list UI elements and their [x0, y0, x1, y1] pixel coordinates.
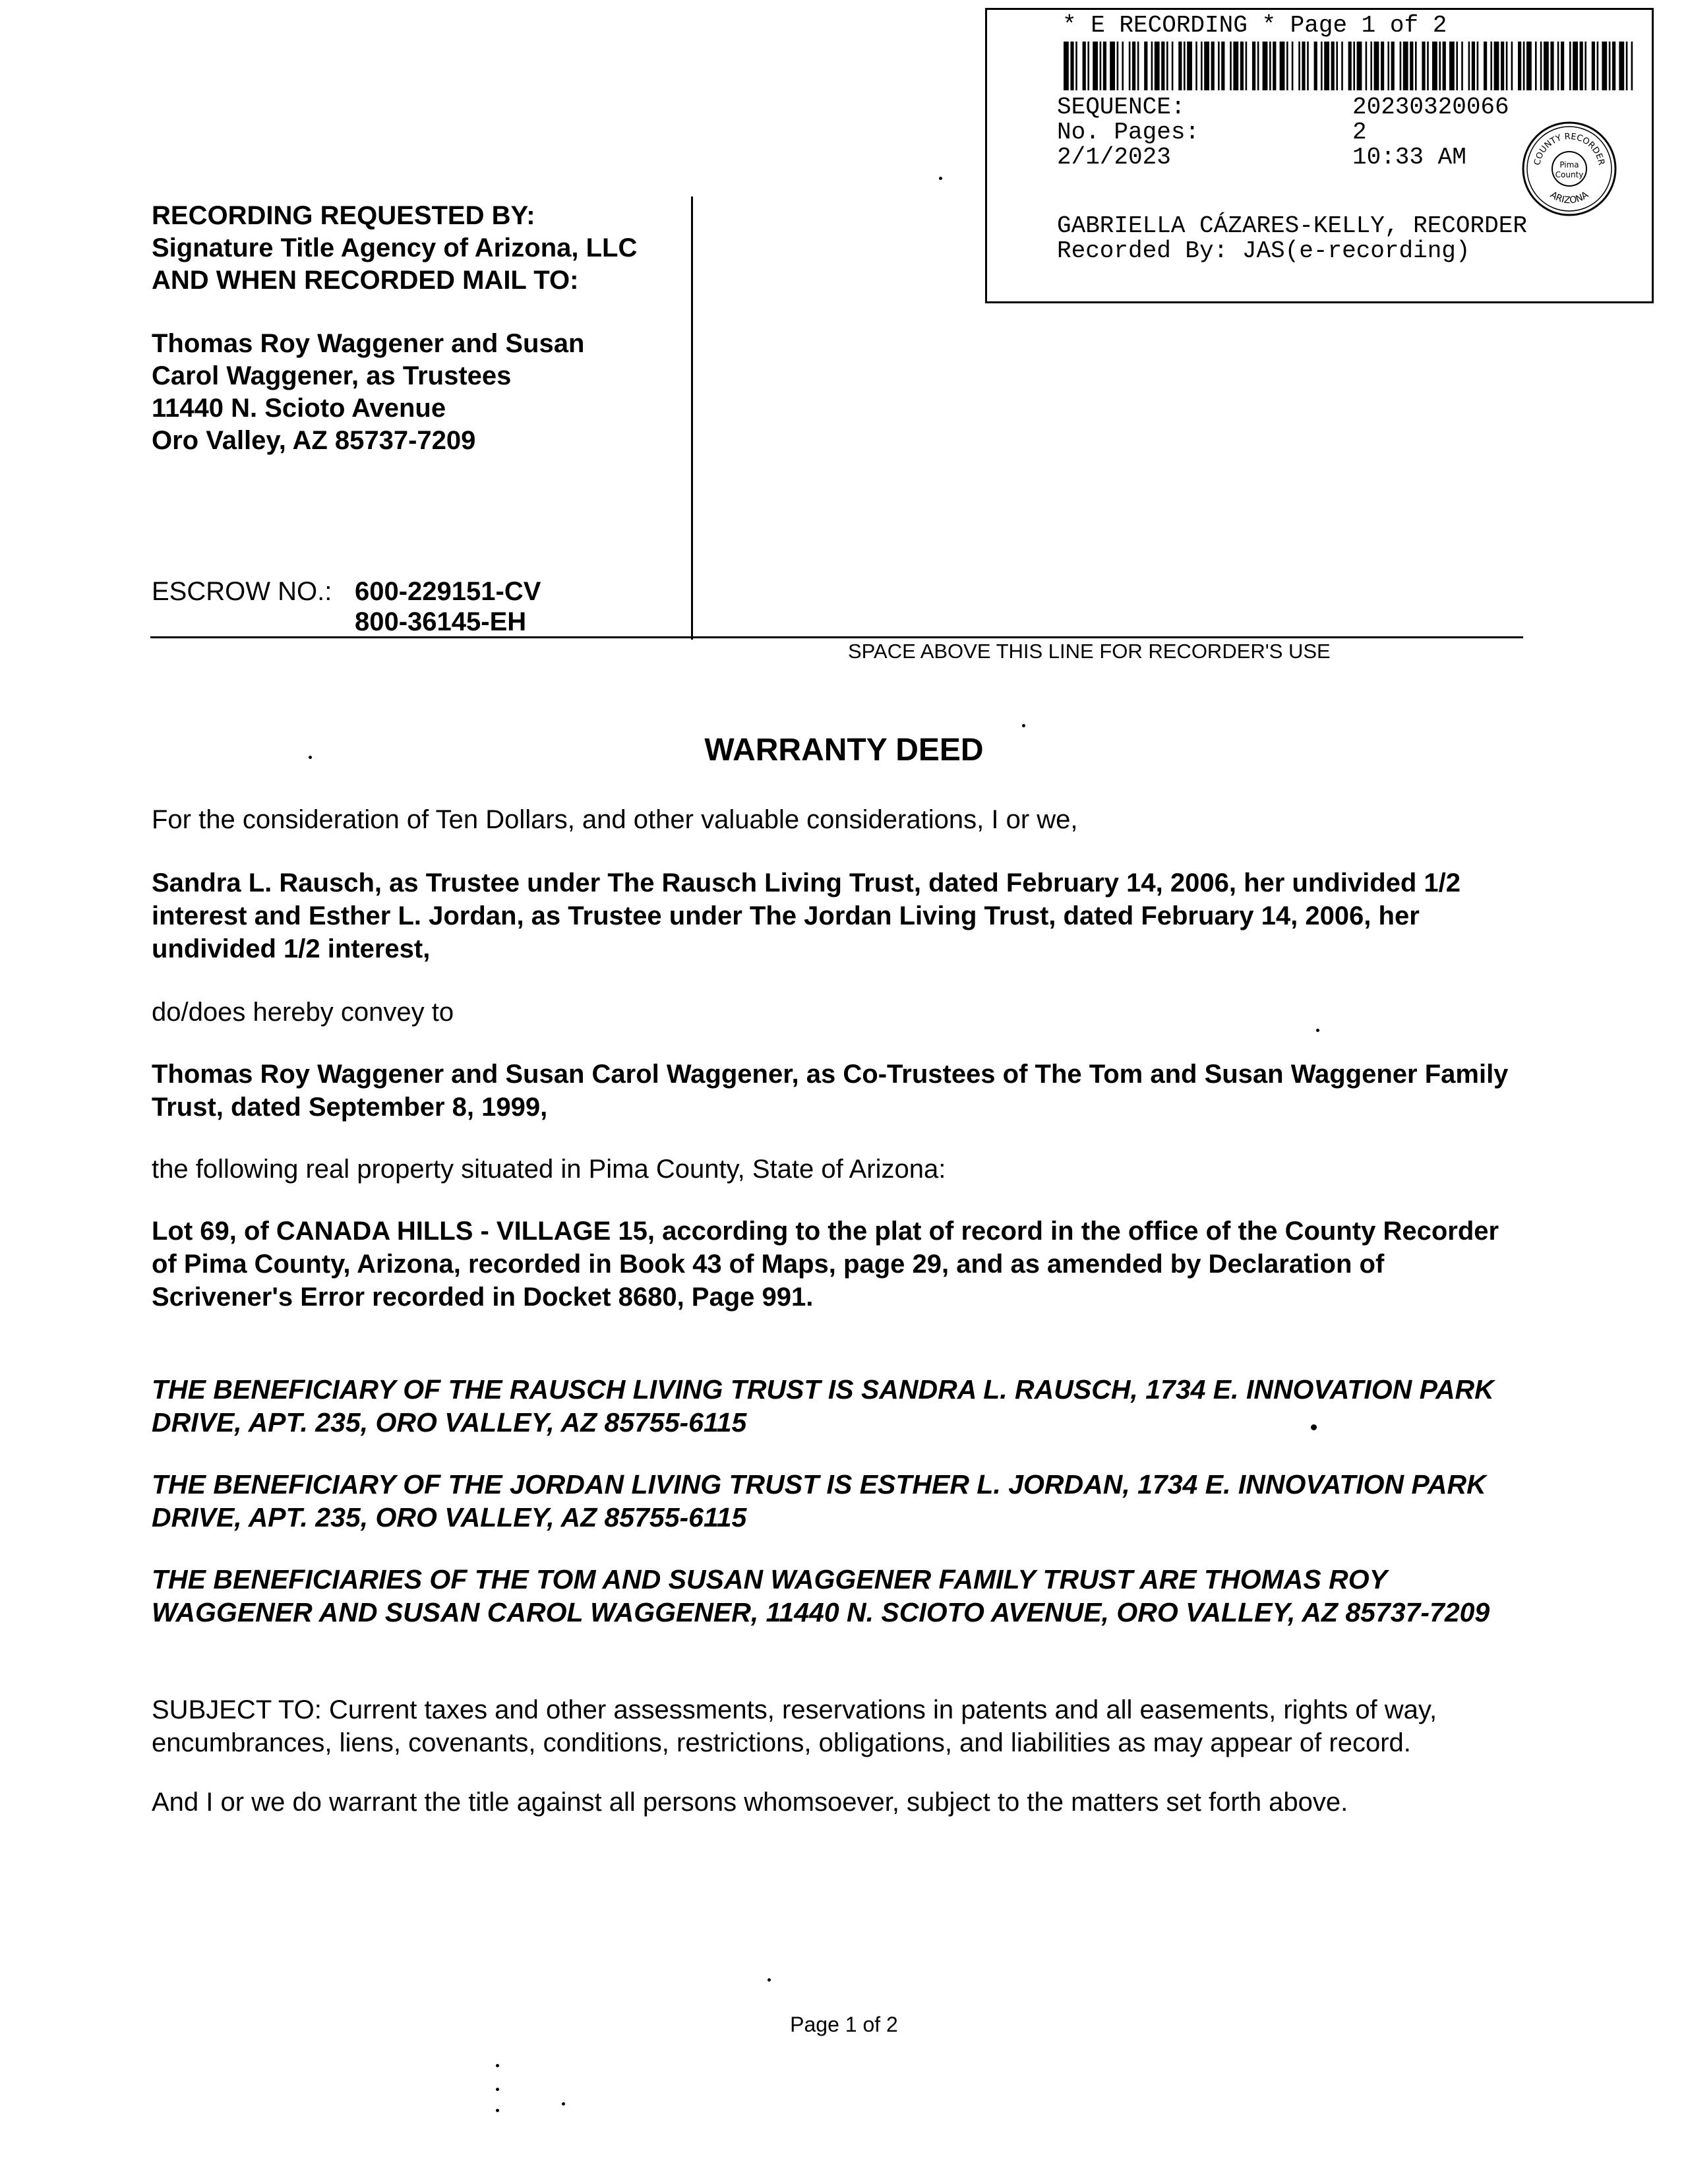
barcode-icon: [1062, 42, 1636, 90]
scan-speck: [496, 2088, 499, 2091]
escrow-number-2: 800-36145-EH: [355, 607, 527, 636]
requesting-agency: Signature Title Agency of Arizona, LLC: [152, 233, 638, 262]
recorder-stamp-box: [985, 8, 1654, 303]
scan-speck: [496, 2109, 499, 2112]
recorder-name: GABRIELLA CÁZARES-KELLY, RECORDER: [1057, 212, 1527, 239]
page-title: WARRANTY DEED: [704, 733, 984, 768]
recording-requested-by: RECORDING REQUESTED BY:: [152, 201, 535, 230]
mail-to-line-4: Oro Valley, AZ 85737-7209: [152, 426, 476, 455]
recording-date: 2/1/2023: [1057, 144, 1171, 171]
mail-to-line-1: Thomas Roy Waggener and Susan: [152, 329, 585, 358]
mail-to-line-2: Carol Waggener, as Trustees: [152, 361, 512, 390]
pages-label: No. Pages:: [1057, 119, 1200, 146]
grantors-paragraph: Sandra L. Rausch, as Trustee under The Rausch Living Trust, dated February 14, 2006, her undivided 1/2 interest and Esther L. Jordan, as Trustee under The Jordan Living Trust, dated February 14, 2006, her undivided 1/2 interest,: [152, 868, 1461, 963]
beneficiary-rausch-paragraph: THE BENEFICIARY OF THE RAUSCH LIVING TRUST IS SANDRA L. RAUSCH, 1734 E. INNOVATION PARK DRIVE, APT. 235, ORO VALLEY, AZ 85755-6115: [152, 1374, 1494, 1438]
scan-speck: [1022, 724, 1025, 727]
escrow-label: ESCROW NO.:: [152, 577, 332, 606]
scan-speck: [939, 177, 942, 180]
sequence-label: SEQUENCE:: [1057, 94, 1186, 121]
recording-time: 10:33 AM: [1352, 144, 1466, 171]
subject-to-paragraph: SUBJECT TO: Current taxes and other assessments, reservations in patents and all easements, rights of way, encumbrances, liens, covenants, conditions, restrictions, obligations, and liabilities as may appear of record.: [152, 1695, 1437, 1757]
escrow-number-1: 600-229151-CV: [355, 577, 541, 606]
consideration-paragraph: For the consideration of Ten Dollars, and other valuable considerations, I or we,: [152, 805, 1078, 834]
recorded-by: Recorded By: JAS(e-recording): [1057, 237, 1470, 264]
svg-text:ARIZONA: [1548, 189, 1590, 206]
seal-bottom-text: ARIZONA: [1548, 189, 1591, 206]
pages-value: 2: [1352, 119, 1367, 146]
page-number: Page 1 of 2: [790, 2013, 898, 2036]
seal-top-text: COUNTY RECORDER: [1532, 131, 1606, 166]
scan-speck: [1311, 1424, 1317, 1430]
property-intro-paragraph: the following real property situated in Pima County, State of Arizona:: [152, 1155, 946, 1184]
scan-speck: [309, 756, 312, 759]
scan-speck: [1316, 1029, 1319, 1032]
scan-speck: [496, 2064, 499, 2067]
beneficiary-waggener-paragraph: THE BENEFICIARIES OF THE TOM AND SUSAN WAGGENER FAMILY TRUST ARE THOMAS ROY WAGGENER AND SUSAN CAROL WAGGENER, 11440 N. SCIOTO AVENUE, ORO VALLEY, AZ 85737-7209: [152, 1564, 1490, 1627]
mail-to-line-3: 11440 N. Scioto Avenue: [152, 394, 446, 423]
seal-center-line1: Pima: [1559, 160, 1579, 169]
county-recorder-seal-icon: [1520, 119, 1619, 218]
sequence-value: 20230320066: [1352, 94, 1509, 121]
legal-description-paragraph: Lot 69, of CANADA HILLS - VILLAGE 15, according to the plat of record in the office of the County Recorder of Pima County, Arizona, recorded in Book 43 of Maps, page 29, and as amended by Declaration of Scrivener's Error recorded in Docket 8680, Page 991.: [152, 1217, 1499, 1312]
vertical-divider: [691, 197, 693, 640]
when-recorded-mail-to: AND WHEN RECORDED MAIL TO:: [152, 266, 579, 295]
recording-header: * E RECORDING * Page 1 of 2: [1062, 12, 1447, 39]
seal-center-line2: County: [1555, 170, 1584, 179]
grantees-paragraph: Thomas Roy Waggener and Susan Carol Waggener, as Co-Trustees of The Tom and Susan Waggener Family Trust, dated September 8, 1999,: [152, 1060, 1509, 1122]
scan-speck: [768, 1978, 771, 1982]
scan-speck: [562, 2102, 565, 2106]
space-above-line-note: SPACE ABOVE THIS LINE FOR RECORDER'S USE: [848, 640, 1331, 663]
beneficiary-jordan-paragraph: THE BENEFICIARY OF THE JORDAN LIVING TRUST IS ESTHER L. JORDAN, 1734 E. INNOVATION PARK DRIVE, APT. 235, ORO VALLEY, AZ 85755-6115: [152, 1469, 1486, 1532]
convey-paragraph: do/does hereby convey to: [152, 998, 454, 1027]
warranty-paragraph: And I or we do warrant the title against all persons whomsoever, subject to the matters set forth above.: [152, 1788, 1348, 1817]
